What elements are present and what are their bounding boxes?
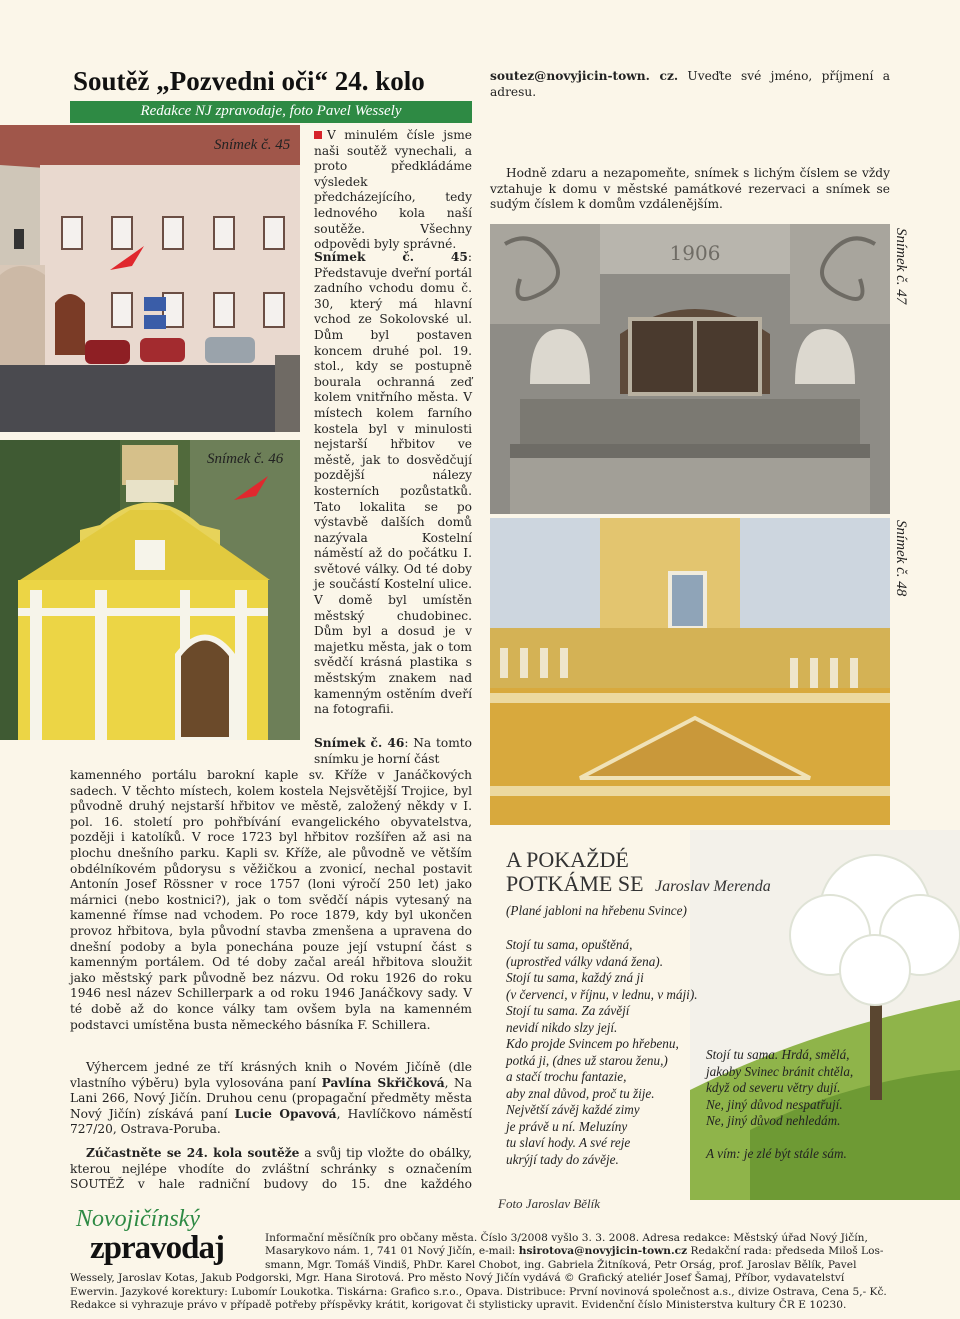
caption-snimek-45: Snímek č. 45 [214,137,291,153]
winners-text-3: , Havlíčkovo náměstí 727/20, Ostrava-Poruba. [70,1106,472,1137]
poem-stanza-1: Stojí tu sama, opuštěná, (uprostřed války vdaná žena). Stojí tu sama, každý zná ji (v červenci, v říjnu, v lednu, v máji). Stojí tu sama. Za závějí nevidí nikdo slzy její. Kdo projde Svincem po hřebenu, potká ji, (dnes už starou ženu,) a stačí trochu fantazie, aby znal důvod, proč tu žije. Největší závěj každé zimy je právě u ní. Meluzíny tu slaví hody. A své reje ukrýjí tady do závěje. [506,937,698,1167]
footer-line-f: Redakce si vyhrazuje právo v případě potřeby příspěvky krátit, korigovat či stylisticky upravit. Evidenční číslo Ministerstva kultury ČR E 10230. [70,1299,847,1312]
contest-paragraph-continued [490,69,890,100]
poem-author: Jaroslav Merenda [655,878,771,895]
poem-title-line-1: A POKAŽDÉ [506,847,629,872]
house-photo-illustration [0,125,300,432]
masthead-line-1: Novojičínský [76,1206,200,1232]
caption-snimek-46: Snímek č. 46 [207,451,284,467]
winners-paragraph [70,1060,472,1138]
answer-45-paragraph [314,250,472,718]
footer-line-b: Masarykovo nám. 1, 741 01 Nový Jičín, e-mail: hsirotova@novyjicin-town.cz Redakční rada: předseda Miloš Los- [265,1245,884,1258]
winners-text-2: , Na Lani 266, Nový Jičín. Druhou cenu (propagační předměty města Nový Jičín) získává paní [70,1075,472,1121]
arrow-pointer-45 [110,246,144,272]
article-title: Soutěž „Pozvedni oči“ 24. kolo [73,66,425,96]
caption-snimek-47: Snímek č. 47 [893,228,909,305]
arrow-pointer-46 [234,476,268,502]
article-subtitle: Redakce NJ zpravodaje, foto Pavel Wessely [140,103,402,119]
poem-title [506,848,771,899]
photo-snimek-48 [490,518,890,825]
photo-credit: Foto Jaroslav Bělík [498,1196,601,1211]
masthead-line-2: zpravodaj [90,1230,224,1266]
intro-bullet [314,131,322,139]
caption-snimek-48: Snímek č. 48 [893,520,909,597]
subtitle-bar [70,101,472,123]
footer-block [70,1232,890,1312]
photo-snimek-45 [0,125,300,432]
poem-stanza-2: Stojí tu sama. Hrdá, smělá, jakoby Svinec bránit chtěla, když od severu větry dují. Ne, jiný důvod nespatřují. Ne, jiný důvod nehledám. A vím: je zlé být stále sám. [706,1047,854,1161]
answer-45-text: : Představuje dveřní portál zadního vchodu domu č. 30, který má hlavní vchod ze Sokolovské ul. Dům byl postaven koncem druhé pol. 19. stol., kdy se postupně bourala ochranná zeď kolem vnitřního města. V místech kolem farního kostela byl v minulosti nejstarší hřbitov ve městě, jak to dosvědčují pozdější nálezy kosterních pozůstatků. Tato lokalita se po výstavbě dalších domů nazývala Kostelní náměstí až do počátku I. světové války. Od té doby je součástí Kostelní ulice. V domě byl umístěn městský chudobinec. Dům byl a dosud je v majetku města, jak o tom svědčí krásná plastika s městským znakem nad kamenným ostěním dveří na fotografii. [314,250,472,717]
answer-45-label: Snímek č. 45 [314,250,468,264]
baroque-photo-illustration [490,518,890,825]
winner-name-1: Pavlína Skřičková [321,1075,445,1090]
contest-text-end: Uveďte své jméno, příjmení a adresu. [490,69,890,99]
footer-line-e: Ewervin. Jazykové korektury: Lubomír Loukotka. Tiskárna: Grafico s.r.o., Opava. Distribuce: První novinová společnost a.s., divize Ostrava, Cena 5,- Kč. [70,1285,887,1298]
winner-name-2: Lucie Opavová [234,1106,337,1121]
date-inscription: 1906 [669,241,721,265]
intro-paragraph [314,128,472,253]
winners-text-1: Výhercem jedné ze tří krásných knih o Novém Jičíně (dle vlastního výběru) byla vylosována paní [70,1060,472,1090]
answer-46-lead-text: : Na tomto snímku je horní část [314,736,472,766]
footer-line-a: Informační měsíčník pro občany města. Číslo 3/2008 vyšlo 3. 3. 2008. Adresa redakce: Městský úřad Nový Jičín, [265,1232,868,1244]
contest-paragraph [70,1146,472,1193]
footer-email[interactable]: hsirotova@novyjicin-town.cz [518,1245,688,1258]
contest-text: a svůj tip vložte do obálky, kterou nejlépe vhodíte do zvláštní schránky s označením SOUTĚŽ v hale radniční budovy do 15. dne každého [70,1146,472,1192]
poem-subtitle: (Plané jabloni na hřebenu Svince) [506,903,687,918]
footer-line-d: Wessely, Jaroslav Kotas, Jakub Podgorski, Mgr. Hana Sirotová. Pro město Nový Jičín vydává © Grafický ateliér Josef Šamaj, Příbor, vydavatelství [70,1272,845,1285]
facade-photo-illustration [490,224,890,514]
contest-email[interactable]: soutez@novyjicin-town. cz. [490,69,679,83]
answer-46-label: Snímek č. 46 [314,736,405,750]
intro-text: V minulém čísle jsme naši soutěž vynechali, a proto předkládáme výsledek předcházejícího, tedy lednového kola naší soutěže. Všechny odpovědi byly správné. [314,128,472,252]
contest-note: Hodně zdaru a nezapomeňte, snímek s lichým číslem se vždy vztahuje k domu v městské památkové rezervaci a snímek se sudým číslem k domům vzdálenějším. [490,166,890,212]
poem-title-line-2: POTKÁME SE Jaroslav Merenda [506,871,771,896]
photo-snimek-47 [490,224,890,514]
answer-46-lead [314,736,472,767]
answer-46-paragraph: kamenného portálu barokní kaple sv. Kříže v Janáčkových sadech. V těchto místech, kolem kostela Nejsvětější Trojice, byl původně druhý nejstarší hřbitov ve městě, založený někdy v I. pol. 16. století pro pohřbívání evangelického obyvatelstva, později i katolíků. V roce 1723 byl hřbitov rozšířen až asi na plochu dnešního parku. Kapli sv. Kříže, ale původně ve větším obdélníkovém půdorysu s věžičkou a zvonicí, nechal postavit Antonín Josef Rössner v roce 1757 (loni výročí 250 let) jako márnici (nebo kostnici?), jak o tom svědčí nápis vytesaný na kamenné římse nad vchodem. Po roce 1879, kdy byl ukončen provoz hřbitova, byla původní stavba zmenšena a upravena do dnešní podoby a byla ponechána pouze její vstupní část s kamenným portálem. Od té doby začal areál hřbitova sloužit jako městský park původně bez názvu. Od roku 1926 do roku 1946 nesl název Schillerpark a od roku 1946 Janáčkovy sady. V té době až do konce války tam ovšem byla na kamenném podstavci umístěna busta německého básníka F. Schillera. [70,768,472,1032]
contest-bold: Zúčastněte se 24. kola soutěže [86,1146,300,1160]
footer-line-c: smann, Mgr. Tomáš Vindiš, PhDr. Karel Chobot, ing. Gabriela Žitníková, Petr Orság, prof. Jaroslav Bělík, Pavel [265,1258,857,1271]
